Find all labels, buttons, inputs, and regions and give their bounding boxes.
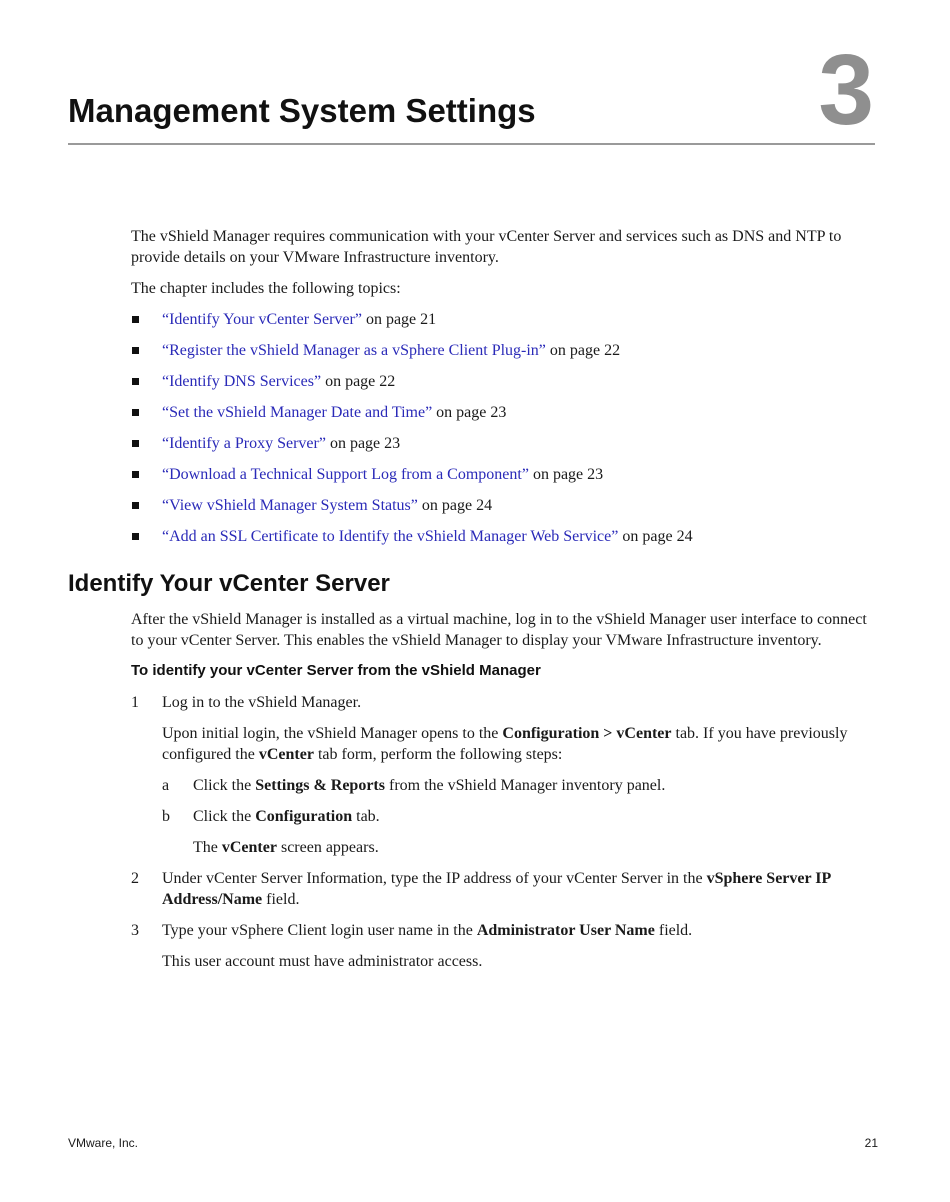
topic-list-item: [131, 340, 878, 371]
square-bullet-icon: [132, 440, 139, 447]
ui-term: Administrator User Name: [476, 922, 655, 939]
section-body: [131, 609, 878, 982]
square-bullet-icon: [132, 533, 139, 540]
ui-term: Configuration > vCenter: [502, 725, 672, 742]
topic-page-ref: on page 24: [417, 497, 493, 514]
topic-list-item: [131, 526, 878, 557]
topic-page-ref: on page 24: [618, 528, 693, 545]
procedure-step-1: [131, 692, 878, 858]
ui-term: vSphere Server IP Address/Name: [162, 870, 831, 908]
topics-lead-in: The chapter includes the following topics:: [131, 280, 401, 297]
intro: [131, 226, 878, 557]
substep-a: [162, 775, 878, 796]
square-bullet-icon: [132, 347, 139, 354]
square-bullet-icon: [132, 316, 139, 323]
step-number: 1: [131, 694, 139, 711]
topic-page-ref: on page 23: [432, 404, 507, 421]
topic-page-ref: on page 21: [361, 311, 437, 328]
topic-list: [131, 309, 878, 557]
square-bullet-icon: [132, 471, 139, 478]
title-divider: [68, 143, 875, 145]
substep-text: Click the Settings & Reports from the vShield Manager inventory panel.: [193, 777, 666, 794]
topic-list-item: [131, 309, 878, 340]
section-paragraph: After the vShield Manager is installed as a virtual machine, log in to the vShield Manager user interface to connect to your vCenter Server. This enables the vShield Manager to display your VMware Infrastructure inventory.: [131, 611, 867, 649]
topic-link[interactable]: “Register the vShield Manager as a vSphere Client Plug-in”: [162, 342, 546, 359]
topic-link[interactable]: “Identify DNS Services”: [162, 373, 322, 390]
ui-term: Settings & Reports: [255, 777, 385, 794]
topic-list-item: [131, 402, 878, 433]
chapter-title: Management System Settings: [68, 92, 536, 129]
footer-page-number: 21: [864, 1136, 878, 1150]
ui-term: Configuration: [255, 808, 353, 825]
square-bullet-icon: [132, 502, 139, 509]
chapter-number: 3: [818, 34, 874, 146]
ui-term: vCenter: [221, 839, 277, 856]
ui-term: vCenter: [258, 746, 314, 763]
footer-company: VMware, Inc.: [68, 1136, 139, 1150]
topic-link[interactable]: “Identify Your vCenter Server”: [162, 311, 362, 328]
step-text: Log in to the vShield Manager.: [162, 694, 362, 711]
topic-link[interactable]: “Identify a Proxy Server”: [162, 435, 326, 452]
topic-list-item: [131, 495, 878, 526]
procedure-step-2: [131, 868, 878, 910]
substep-result: The vCenter screen appears.: [193, 839, 379, 856]
topic-link[interactable]: “Download a Technical Support Log from a Component”: [162, 466, 529, 483]
topic-page-ref: on page 22: [545, 342, 621, 359]
topic-link[interactable]: “Set the vShield Manager Date and Time”: [162, 404, 433, 421]
topic-list-item: [131, 433, 878, 464]
step-note: This user account must have administrator access.: [162, 953, 483, 970]
section-heading: Identify Your vCenter Server: [68, 570, 390, 597]
page-footer: [68, 1136, 878, 1150]
step-detail: Upon initial login, the vShield Manager opens to the Configuration > vCenter tab. If you have previously configured the vCenter tab form, perform the following steps:: [162, 725, 848, 763]
procedure-step-3: [131, 920, 878, 972]
topic-list-item: [131, 371, 878, 402]
step-number: 3: [131, 922, 139, 939]
square-bullet-icon: [132, 378, 139, 385]
topic-list-item: [131, 464, 878, 495]
intro-paragraph: The vShield Manager requires communication with your vCenter Server and services such as DNS and NTP to provide details on your VMware Infrastructure inventory.: [131, 228, 842, 266]
procedure-heading: To identify your vCenter Server from the vShield Manager: [131, 662, 541, 679]
topic-page-ref: on page 22: [321, 373, 396, 390]
step-text: Type your vSphere Client login user name in the Administrator User Name field.: [162, 922, 693, 939]
topic-page-ref: on page 23: [325, 435, 401, 452]
step-number: 2: [131, 870, 139, 887]
topic-page-ref: on page 23: [528, 466, 604, 483]
topic-link[interactable]: “View vShield Manager System Status”: [162, 497, 418, 514]
topic-link[interactable]: “Add an SSL Certificate to Identify the vShield Manager Web Service”: [162, 528, 619, 545]
step-text: Under vCenter Server Information, type the IP address of your vCenter Server in the vSphere Server IP Address/Name field.: [162, 870, 831, 908]
substep-letter: b: [162, 808, 170, 825]
substep-text: Click the Configuration tab.: [193, 808, 380, 825]
square-bullet-icon: [132, 409, 139, 416]
substep-b: [162, 806, 878, 858]
substep-letter: a: [162, 777, 170, 794]
